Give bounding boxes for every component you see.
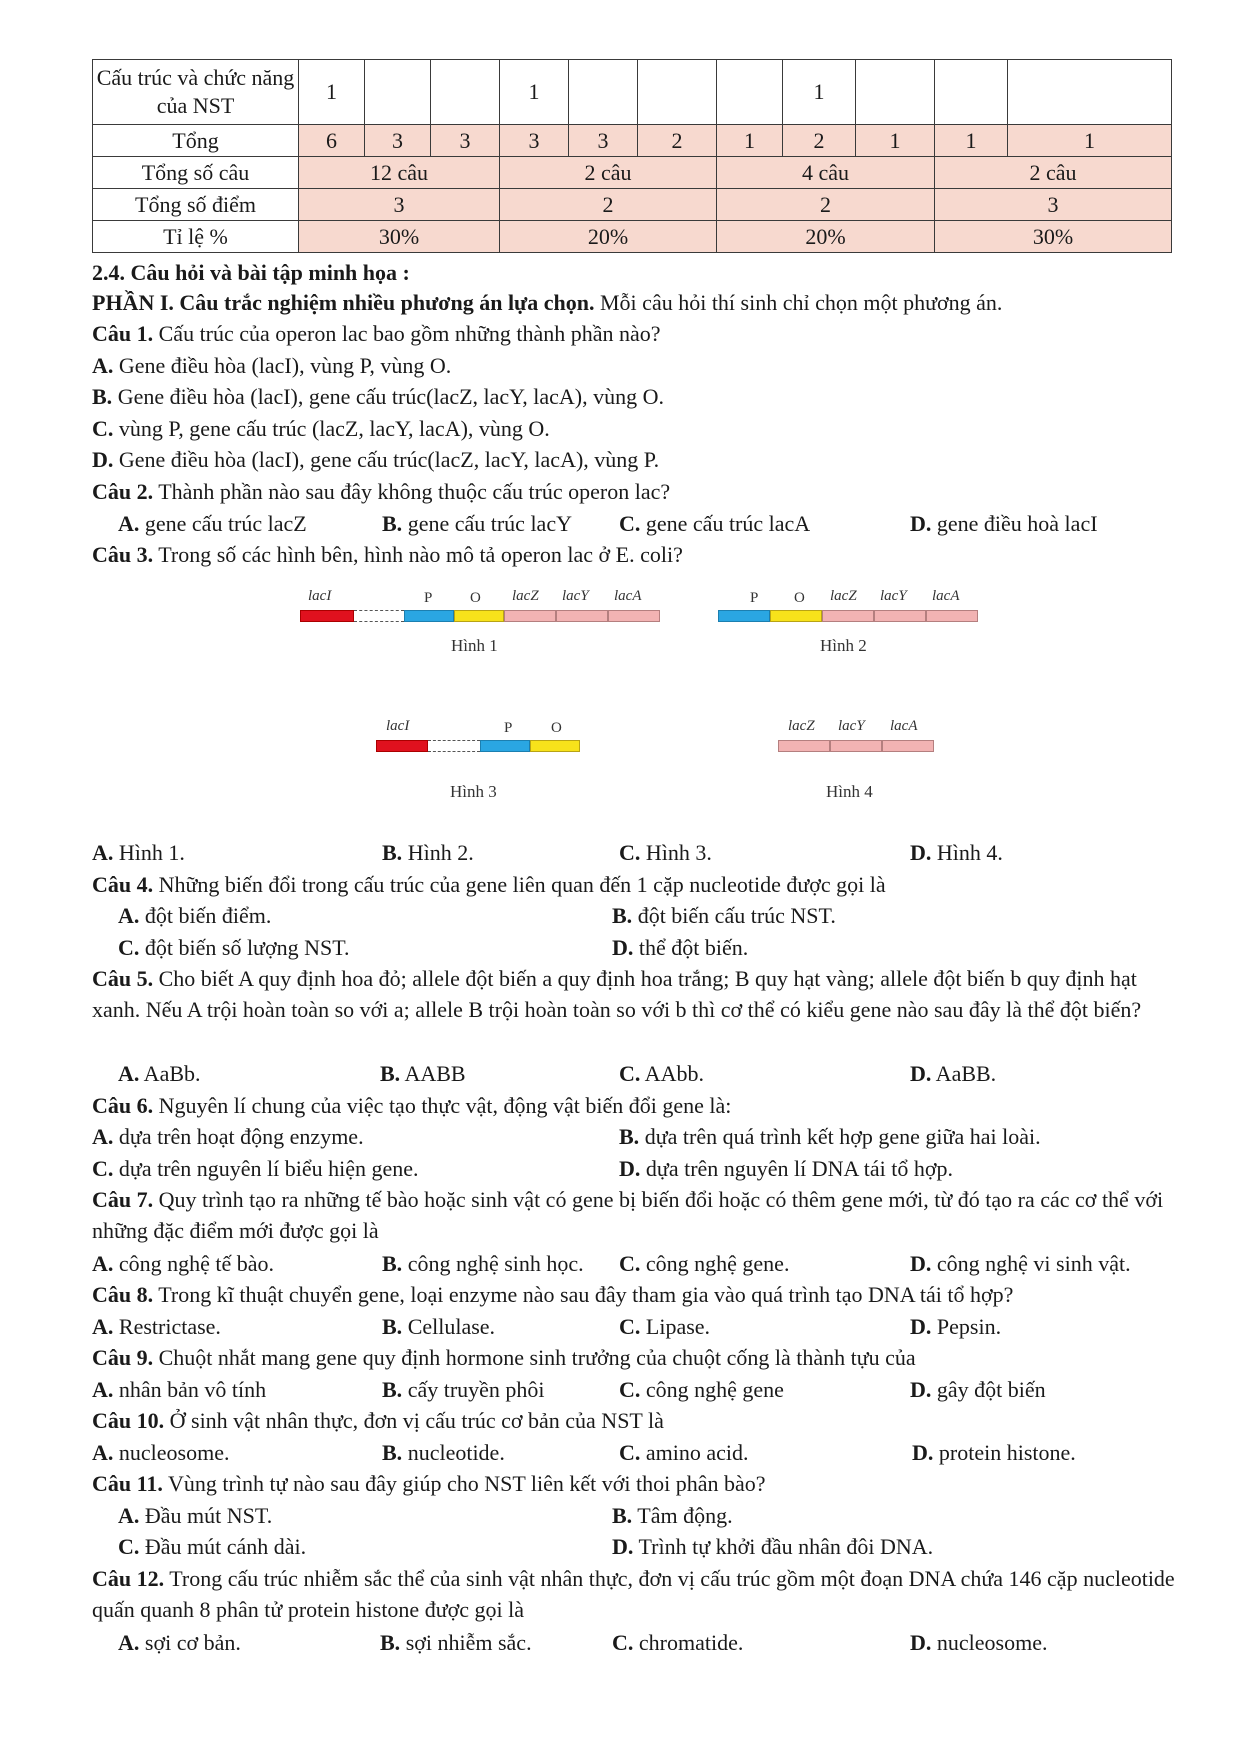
question-4 <box>92 869 886 900</box>
option-text: công nghệ sinh học. <box>402 1251 584 1276</box>
q7-option-a[interactable] <box>92 1248 274 1279</box>
option-text: Restrictase. <box>113 1314 221 1339</box>
question-text: Vùng trình tự nào sau đây giúp cho NST liên kết với thoi phân bào? <box>162 1471 766 1496</box>
option-letter: D. <box>912 1440 934 1465</box>
q4-option-b[interactable] <box>612 900 836 931</box>
table-cell: 1 <box>783 60 856 125</box>
table-cell: 30% <box>299 221 500 253</box>
option-letter: B. <box>382 1251 403 1276</box>
q2-option-d[interactable] <box>910 508 1098 539</box>
question-3 <box>92 539 683 570</box>
option-letter: B. <box>382 840 403 865</box>
table-cell: 2 <box>717 189 935 221</box>
option-text: AAbb. <box>640 1061 704 1086</box>
gene-label-o: O <box>470 590 481 606</box>
option-letter: A. <box>118 903 140 928</box>
table-cell: 2 câu <box>935 157 1172 189</box>
option-letter: B. <box>92 384 113 409</box>
option-letter: D. <box>910 1061 932 1086</box>
question-12 <box>92 1563 1182 1625</box>
operator-segment <box>454 610 504 622</box>
gene-label-laca: lacA <box>614 588 642 604</box>
table-cell <box>638 60 717 125</box>
option-letter: A. <box>92 1377 114 1402</box>
table-row <box>93 189 1172 221</box>
option-letter: C. <box>92 416 114 441</box>
question-label: Câu 1. <box>92 321 154 346</box>
q11-option-d[interactable] <box>612 1531 933 1562</box>
option-letter: D. <box>910 511 932 536</box>
table-row <box>93 157 1172 189</box>
question-6 <box>92 1090 731 1121</box>
option-letter: C. <box>619 1061 641 1086</box>
gene-label-p: P <box>424 590 433 606</box>
table-cell: 1 <box>935 125 1008 157</box>
q7-option-d[interactable] <box>910 1248 1131 1279</box>
option-text: cấy truyền phôi <box>402 1377 545 1402</box>
option-text: dựa trên nguyên lí biểu hiện gene. <box>113 1156 419 1181</box>
option-text: Đầu mút cánh dài. <box>139 1534 307 1559</box>
gene-label-laca: lacA <box>932 588 960 604</box>
question-label: Câu 4. <box>92 872 154 897</box>
q2-option-a[interactable] <box>118 508 307 539</box>
table-cell: 2 câu <box>500 157 717 189</box>
table-cell: 12 câu <box>299 157 500 189</box>
q11-option-a[interactable] <box>118 1500 272 1531</box>
q2-option-b[interactable] <box>382 508 572 539</box>
option-letter: C. <box>619 1377 641 1402</box>
row-header: Tỉ lệ % <box>93 221 299 253</box>
option-letter: B. <box>382 511 403 536</box>
gene-label-laca: lacA <box>890 718 918 734</box>
option-letter: A. <box>118 511 140 536</box>
option-text: nucleosome. <box>113 1440 230 1465</box>
option-letter: A. <box>92 353 114 378</box>
lacz-segment <box>822 610 874 622</box>
exam-matrix-table <box>92 59 1172 253</box>
q3-option-a[interactable] <box>92 837 185 868</box>
option-text: AABB <box>400 1061 466 1086</box>
option-text: gene cấu trúc lacZ <box>139 511 307 536</box>
option-text: gene cấu trúc lacA <box>640 511 811 536</box>
option-letter: C. <box>619 1440 641 1465</box>
question-9 <box>92 1342 916 1373</box>
q1-option-b[interactable] <box>92 381 664 412</box>
row-header: Tổng số câu <box>93 157 299 189</box>
option-text: Gene điều hòa (lacI), gene cấu trúc(lacZ, lacY, lacA), vùng P. <box>113 447 660 472</box>
table-cell: 3 <box>365 125 431 157</box>
option-letter: A. <box>118 1061 140 1086</box>
operator-segment <box>770 610 822 622</box>
table-cell <box>935 60 1008 125</box>
lacy-segment <box>556 610 608 622</box>
option-text: công nghệ gene <box>640 1377 784 1402</box>
option-text: đột biến số lượng NST. <box>139 935 350 960</box>
option-letter: D. <box>910 1251 932 1276</box>
option-letter: B. <box>619 1124 640 1149</box>
table-cell <box>569 60 638 125</box>
figure-caption: Hình 3 <box>450 782 497 801</box>
option-letter: B. <box>380 1630 401 1655</box>
q4-option-c[interactable] <box>118 932 350 963</box>
q10-option-a[interactable] <box>92 1437 229 1468</box>
q3-option-c[interactable] <box>619 837 712 868</box>
table-cell <box>431 60 500 125</box>
question-11 <box>92 1468 766 1499</box>
table-cell: 2 <box>500 189 717 221</box>
q4-option-d[interactable] <box>612 932 748 963</box>
table-cell <box>856 60 935 125</box>
lacy-segment <box>830 740 882 752</box>
option-text: công nghệ vi sinh vật. <box>931 1251 1131 1276</box>
option-letter: D. <box>612 935 634 960</box>
table-cell: 1 <box>1008 125 1172 157</box>
option-text: dựa trên nguyên lí DNA tái tổ hợp. <box>640 1156 953 1181</box>
option-text: thể đột biến. <box>633 935 749 960</box>
table-cell: 3 <box>299 189 500 221</box>
gene-label-p: P <box>504 720 513 736</box>
option-letter: B. <box>382 1440 403 1465</box>
figure-caption: Hình 1 <box>451 636 498 655</box>
option-letter: C. <box>118 1534 140 1559</box>
option-text: vùng P, gene cấu trúc (lacZ, lacY, lacA), vùng O. <box>113 416 550 441</box>
q5-option-c[interactable] <box>619 1058 704 1089</box>
table-cell: 6 <box>299 125 365 157</box>
option-letter: A. <box>118 1503 140 1528</box>
option-letter: A. <box>118 1630 140 1655</box>
question-label: Câu 3. <box>92 542 154 567</box>
gene-label-lacz: lacZ <box>788 718 815 734</box>
question-text: Cấu trúc của operon lac bao gồm những thành phần nào? <box>153 321 661 346</box>
operon-figure-3 <box>376 718 586 801</box>
q6-option-a[interactable] <box>92 1121 364 1152</box>
gene-label-lacz: lacZ <box>512 588 539 604</box>
q1-option-a[interactable] <box>92 350 451 381</box>
table-cell: 30% <box>935 221 1172 253</box>
q12-option-c[interactable] <box>612 1627 743 1658</box>
question-text: Chuột nhắt mang gene quy định hormone sinh trưởng của chuột cống là thành tựu của <box>153 1345 916 1370</box>
promoter-segment <box>404 610 454 622</box>
q4-option-a[interactable] <box>118 900 271 931</box>
q9-option-b[interactable] <box>382 1374 545 1405</box>
question-1 <box>92 318 661 349</box>
q11-option-c[interactable] <box>118 1531 306 1562</box>
option-text: chromatide. <box>633 1630 744 1655</box>
gene-label-lacy: lacY <box>880 588 907 604</box>
q8-option-d[interactable] <box>910 1311 1001 1342</box>
question-text: Trong cấu trúc nhiễm sắc thể của sinh vật nhân thực, đơn vị cấu trúc gồm một đoạn DNA chứa 146 cặp nucleotide quấn quanh 8 phân tử protein histone được gọi là <box>92 1566 1175 1622</box>
option-letter: C. <box>612 1630 634 1655</box>
gene-label-lacy: lacY <box>562 588 589 604</box>
question-label: Câu 11. <box>92 1471 163 1496</box>
option-text: Hình 2. <box>402 840 474 865</box>
option-text: Gene điều hòa (lacI), gene cấu trúc(lacZ, lacY, lacA), vùng O. <box>112 384 664 409</box>
option-letter: A. <box>92 1124 114 1149</box>
table-cell: 1 <box>856 125 935 157</box>
lacz-segment <box>504 610 556 622</box>
row-header: Tổng số điểm <box>93 189 299 221</box>
option-text: gene điều hoà lacI <box>931 511 1098 536</box>
operon-figure-2 <box>718 588 978 658</box>
q6-option-c[interactable] <box>92 1153 419 1184</box>
option-letter: C. <box>619 1314 641 1339</box>
option-text: đột biến điểm. <box>139 903 272 928</box>
question-label: Câu 5. <box>92 966 154 991</box>
q6-option-d[interactable] <box>619 1153 953 1184</box>
option-letter: C. <box>619 511 641 536</box>
table-cell <box>717 60 783 125</box>
option-letter: D. <box>910 1314 932 1339</box>
lacy-segment <box>874 610 926 622</box>
option-letter: D. <box>910 840 932 865</box>
gene-label-laci: lacI <box>386 718 410 734</box>
lacz-segment <box>778 740 830 752</box>
option-text: Hình 4. <box>931 840 1003 865</box>
option-letter: A. <box>92 840 114 865</box>
option-letter: C. <box>619 1251 641 1276</box>
laca-segment <box>926 610 978 622</box>
question-label: Câu 8. <box>92 1282 154 1307</box>
table-cell <box>1008 60 1172 125</box>
row-header: Tổng <box>93 125 299 157</box>
option-text: Gene điều hòa (lacI), vùng P, vùng O. <box>113 353 452 378</box>
option-text: Trình tự khởi đầu nhân đôi DNA. <box>633 1534 934 1559</box>
figure-caption: Hình 2 <box>820 636 867 655</box>
option-letter: B. <box>382 1314 403 1339</box>
option-text: Cellulase. <box>402 1314 496 1339</box>
operon-figure-4 <box>778 718 938 801</box>
question-text: Thành phần nào sau đây không thuộc cấu trúc operon lac? <box>153 479 671 504</box>
question-label: Câu 9. <box>92 1345 154 1370</box>
option-letter: B. <box>612 903 633 928</box>
question-text: Những biến đổi trong cấu trúc của gene liên quan đến 1 cặp nucleotide được gọi là <box>153 872 886 897</box>
gene-label-lacz: lacZ <box>830 588 857 604</box>
option-text: nucleosome. <box>931 1630 1048 1655</box>
gene-label-o: O <box>551 720 562 736</box>
option-text: gây đột biến <box>931 1377 1046 1402</box>
table-row <box>93 125 1172 157</box>
q12-option-d[interactable] <box>910 1627 1047 1658</box>
option-text: Tâm động. <box>632 1503 733 1528</box>
part-title <box>92 287 1002 318</box>
q7-option-b[interactable] <box>382 1248 584 1279</box>
option-text: Lipase. <box>640 1314 711 1339</box>
gene-label-laci: lacI <box>308 588 332 604</box>
option-text: Đầu mút NST. <box>139 1503 273 1528</box>
gene-label-o: O <box>794 590 805 606</box>
section-heading: 2.4. Câu hỏi và bài tập minh họa : <box>92 260 410 285</box>
q5-option-b[interactable] <box>380 1058 466 1089</box>
option-letter: D. <box>92 447 114 472</box>
option-text: sợi nhiễm sắc. <box>400 1630 532 1655</box>
option-text: Hình 3. <box>640 840 712 865</box>
option-text: đột biến cấu trúc NST. <box>632 903 836 928</box>
operon-figure-1 <box>300 588 660 658</box>
option-text: công nghệ gene. <box>640 1251 790 1276</box>
q10-option-d[interactable] <box>912 1437 1076 1468</box>
table-row <box>93 221 1172 253</box>
option-text: nhân bản vô tính <box>113 1377 267 1402</box>
q10-option-c[interactable] <box>619 1437 749 1468</box>
q1-option-d[interactable] <box>92 444 659 475</box>
option-letter: A. <box>92 1251 114 1276</box>
laci-segment <box>376 740 428 752</box>
table-cell: 3 <box>500 125 569 157</box>
q11-option-b[interactable] <box>612 1500 733 1531</box>
table-cell: 3 <box>431 125 500 157</box>
laci-segment <box>300 610 354 622</box>
option-text: gene cấu trúc lacY <box>402 511 572 536</box>
question-label: Câu 7. <box>92 1187 154 1212</box>
table-cell: 1 <box>717 125 783 157</box>
table-row <box>93 60 1172 125</box>
question-label: Câu 6. <box>92 1093 154 1118</box>
option-text: AaBB. <box>931 1061 997 1086</box>
question-text: Quy trình tạo ra những tế bào hoặc sinh vật có gene bị biến đổi hoặc có thêm gene mới, từ đó tạo ra các cơ thể với những đặc điểm mới được gọi là <box>92 1187 1164 1243</box>
table-cell: 3 <box>569 125 638 157</box>
table-cell: 4 câu <box>717 157 935 189</box>
question-2 <box>92 476 670 507</box>
q5-option-d[interactable] <box>910 1058 996 1089</box>
gene-label-lacy: lacY <box>838 718 865 734</box>
q1-option-c[interactable] <box>92 413 550 444</box>
q12-option-b[interactable] <box>380 1627 532 1658</box>
q3-option-d[interactable] <box>910 837 1003 868</box>
promoter-segment <box>718 610 770 622</box>
option-letter: D. <box>910 1377 932 1402</box>
question-label: Câu 10. <box>92 1408 165 1433</box>
q12-option-a[interactable] <box>118 1627 241 1658</box>
part-label: PHẦN I. Câu trắc nghiệm nhiều phương án lựa chọn. <box>92 290 595 315</box>
spacer-dashes <box>428 740 480 752</box>
option-text: dựa trên quá trình kết hợp gene giữa hai loài. <box>639 1124 1041 1149</box>
question-label: Câu 12. <box>92 1566 165 1591</box>
q9-option-c[interactable] <box>619 1374 784 1405</box>
question-text: Trong kĩ thuật chuyển gene, loại enzyme nào sau đây tham gia vào quá trình tạo DNA tái tổ hợp? <box>153 1282 1014 1307</box>
figure-caption: Hình 4 <box>826 782 873 801</box>
q7-option-c[interactable] <box>619 1248 789 1279</box>
question-7 <box>92 1184 1182 1246</box>
table-cell: 2 <box>638 125 717 157</box>
option-letter: D. <box>910 1630 932 1655</box>
option-letter: C. <box>92 1156 114 1181</box>
row-header: Cấu trúc và chức năng của NST <box>93 60 299 125</box>
option-text: công nghệ tế bào. <box>113 1251 275 1276</box>
q5-option-a[interactable] <box>118 1058 201 1089</box>
q9-option-a[interactable] <box>92 1374 266 1405</box>
option-letter: D. <box>619 1156 641 1181</box>
q8-option-b[interactable] <box>382 1311 495 1342</box>
table-cell: 2 <box>783 125 856 157</box>
q8-option-a[interactable] <box>92 1311 221 1342</box>
question-8 <box>92 1279 1013 1310</box>
option-letter: B. <box>382 1377 403 1402</box>
table-cell: 20% <box>717 221 935 253</box>
q9-option-d[interactable] <box>910 1374 1046 1405</box>
q10-option-b[interactable] <box>382 1437 505 1468</box>
option-letter: D. <box>612 1534 634 1559</box>
q2-option-c[interactable] <box>619 508 810 539</box>
option-text: Hình 1. <box>113 840 185 865</box>
option-letter: A. <box>92 1440 114 1465</box>
table-cell: 20% <box>500 221 717 253</box>
question-text: Nguyên lí chung của việc tạo thực vật, động vật biến đổi gene là: <box>153 1093 732 1118</box>
option-text: dựa trên hoạt động enzyme. <box>113 1124 364 1149</box>
option-letter: B. <box>380 1061 401 1086</box>
question-text: Cho biết A quy định hoa đỏ; allele đột biến a quy định hoa trắng; B quy hạt vàng; allele đột biến b quy định hạt xanh. Nếu A trội hoàn toàn so với a; allele B trội hoàn toàn so với b thì cơ thể có kiểu gene nào sau đây là thể đột biến? <box>92 966 1142 1022</box>
gene-label-p: P <box>750 590 759 606</box>
table-cell <box>365 60 431 125</box>
q6-option-b[interactable] <box>619 1121 1041 1152</box>
table-cell: 3 <box>935 189 1172 221</box>
laca-segment <box>608 610 660 622</box>
q3-option-b[interactable] <box>382 837 474 868</box>
question-10 <box>92 1405 664 1436</box>
question-label: Câu 2. <box>92 479 154 504</box>
option-text: AaBb. <box>139 1061 201 1086</box>
operator-segment <box>530 740 580 752</box>
question-text: Ở sinh vật nhân thực, đơn vị cấu trúc cơ bản của NST là <box>164 1408 664 1433</box>
option-text: protein histone. <box>933 1440 1076 1465</box>
promoter-segment <box>480 740 530 752</box>
option-letter: C. <box>118 935 140 960</box>
option-letter: A. <box>92 1314 114 1339</box>
option-text: sợi cơ bản. <box>139 1630 241 1655</box>
option-text: nucleotide. <box>402 1440 505 1465</box>
table-cell: 1 <box>299 60 365 125</box>
part-instruction: Mỗi câu hỏi thí sinh chỉ chọn một phương án. <box>594 290 1003 315</box>
laca-segment <box>882 740 934 752</box>
option-letter: C. <box>619 840 641 865</box>
q8-option-c[interactable] <box>619 1311 710 1342</box>
spacer-dashes <box>354 610 404 622</box>
question-5 <box>92 963 1182 1025</box>
option-letter: B. <box>612 1503 633 1528</box>
option-text: Pepsin. <box>931 1314 1002 1339</box>
table-cell: 1 <box>500 60 569 125</box>
option-text: amino acid. <box>640 1440 749 1465</box>
question-text: Trong số các hình bên, hình nào mô tả operon lac ở E. coli? <box>153 542 683 567</box>
